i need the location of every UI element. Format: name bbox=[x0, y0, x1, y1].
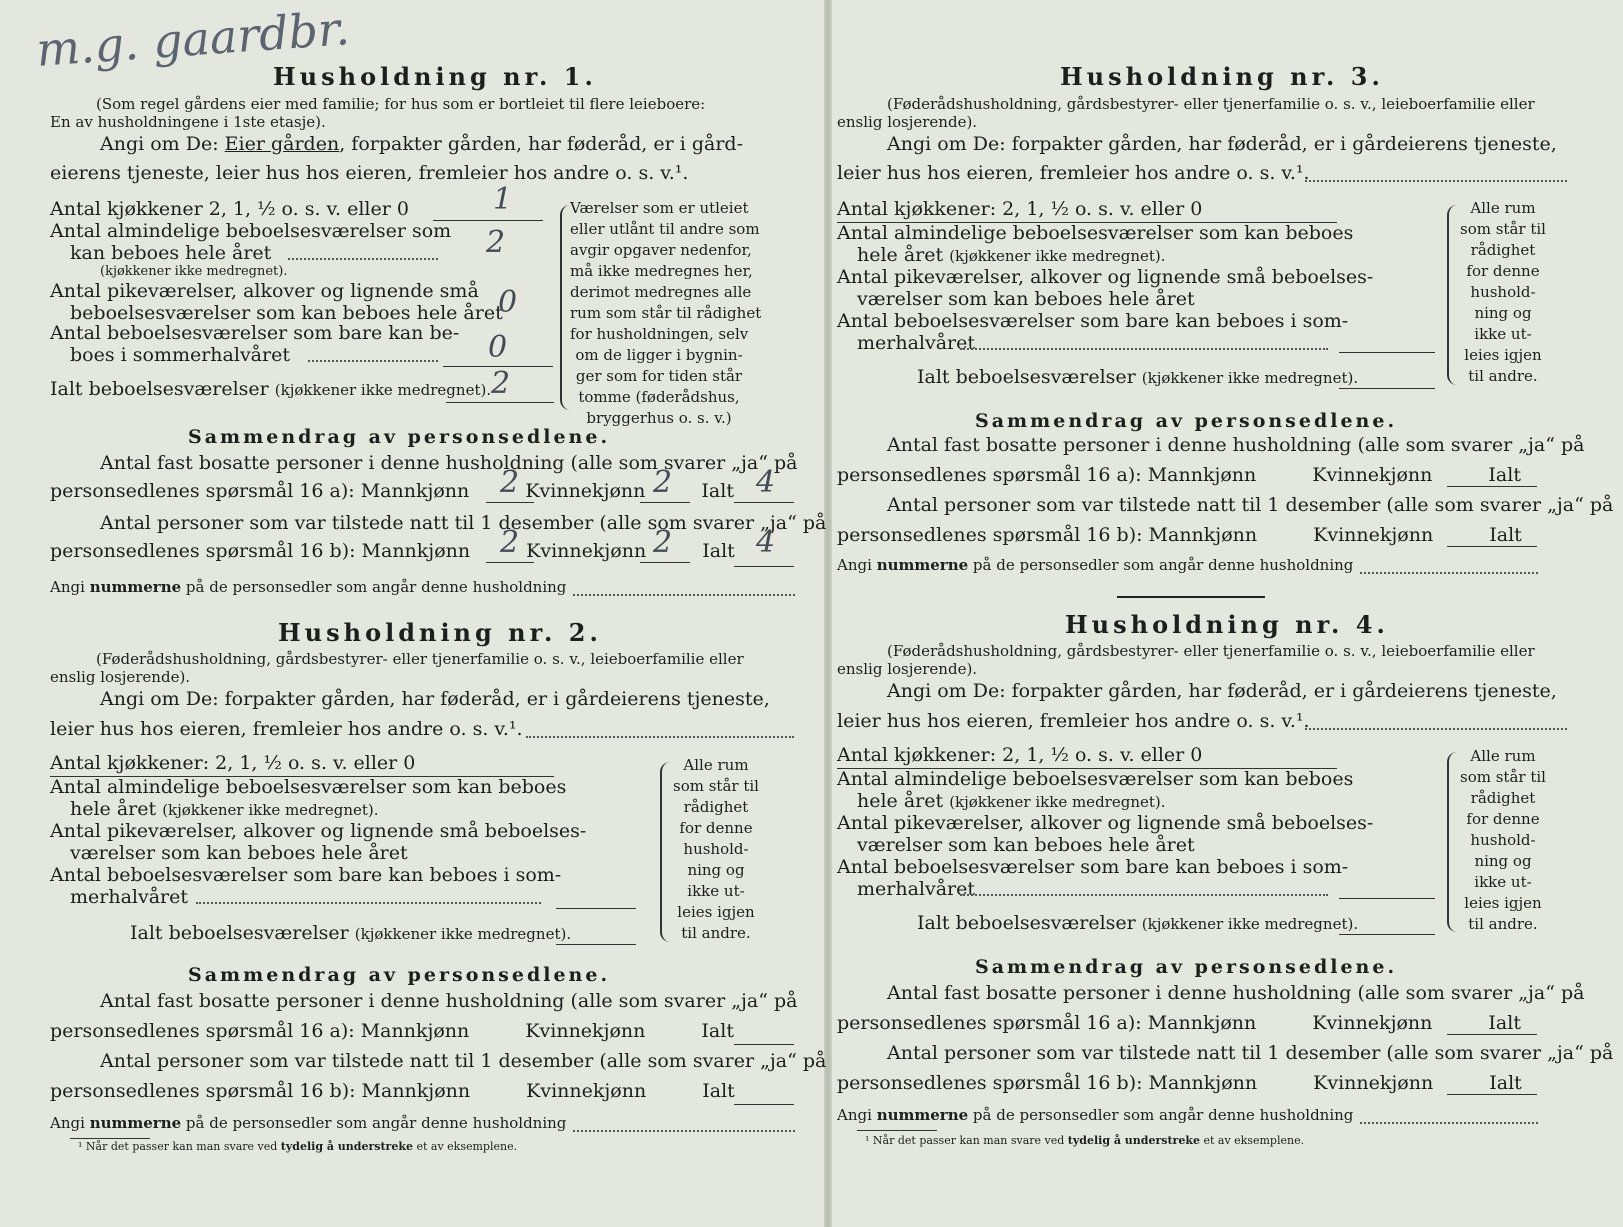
label-small-rooms: beboelsesværelser som kan beboes hele året bbox=[70, 302, 503, 324]
answer-resident-female: 2 bbox=[653, 465, 673, 500]
label-ordinary-rooms: Antal almindelige beboelsesværelser som bbox=[50, 220, 452, 242]
section-divider bbox=[1117, 596, 1265, 598]
note-box: Alle rum som står til rådighet for denne hushold- ning og ikke ut- leies igjen til andre. bbox=[673, 756, 759, 942]
summary-heading: Sammendrag av personsedlene. bbox=[188, 426, 611, 448]
label-ordinary-rooms: kan beboes hele året bbox=[70, 242, 272, 264]
footnote: ¹ Når det passer kan man svare ved tydelig å understreke et av eksemplene. bbox=[78, 1140, 518, 1153]
answer-ordinary-rooms: 2 bbox=[486, 225, 506, 260]
household-desc: (Som regel gårdens eier med familie; for hus som er bortleiet til flere leieboere: bbox=[96, 95, 706, 113]
right-page: Husholdning nr. 3. (Føderådshusholdning, gårdsbestyrer- eller tjenerfamilie o. s. v., leieboerfamilie eller enslig losjerende). Angi om De: forpakter gården, har føderåd, er i gårdeierens tjeneste, leier hus hos eieren, fremleier hos andre o. s. v.¹. Antal kjøkkener: 2, 1, ½ o. s. v. eller 0 Antal almindelige beboelsesværelser som kan beboes hele året (kjøkkener ikke medregnet). Antal pikeværelser, alkover og lignende små beboelses- værelser som kan beboes hele året Antal beboelsesværelser som bare kan beboes i som- merhalvåret Ialt beboelsesværelser (kjøkkener ikke medregnet). Alle rum som står til rådighet for denne hushold- ning og ikke ut- leies igjen til andre. Sammendrag av personsedlene. Antal fast bosatte personer i denne husholdning (alle som svarer „ja“ på personsedlenes spørsmål 16 a): Mannkjønn Kvinnekjønn Ialt Antal personer som var tilstede natt til 1 desember (alle som svarer „ja“ på personsedlenes spørsmål 16 b): Mannkjønn Kvinnekjønn Ialt Angi nummerne på de personsedler som angår denne husholdning Husholdning nr. 4. (Føderådshusholdning, gårdsbestyrer- eller tjenerfamilie o. s. v., leieboerfamilie eller enslig losjerende). Angi om De: forpakter gården, har føderåd, er i gårdeierens tjeneste, leier hus hos eieren, fremleier hos andre o. s. v.¹. Antal kjøkkener: 2, 1, ½ o. s. v. eller 0 Antal almindelige beboelsesværelser som kan beboes hele året (kjøkkener ikke medregnet). Antal pikeværelser, alkover og lignende små beboelses- værelser som kan beboes hele året Antal beboelsesværelser som bare kan beboes i som- merhalvåret Ialt beboelsesværelser (kjøkkener ikke medregnet). Alle rum som står til rådighet for denne hushold- ning og ikke ut- leies igjen til andre. Sammendrag av personsedlene. Antal fast bosatte personer i denne husholdning (alle som svarer „ja“ på personsedlenes spørsmål 16 a): Mannkjønn Kvinnekjønn Ialt Antal personer som var tilstede natt til 1 desember (alle som svarer „ja“ på personsedlenes spørsmål 16 b): Mannkjønn Kvinnekjønn Ialt Angi nummerne på de personsedler som angår denne husholdning ¹ Når det passer kan man svare ved tydelig å understreke et av eksemplene. bbox=[837, 62, 1614, 1147]
label-note: (kjøkkener ikke medregnet). bbox=[100, 264, 288, 279]
answer-summer-rooms: 0 bbox=[488, 330, 508, 365]
note-box: Alle rum som står til rådighet for denne hushold- ning og ikke ut- leies igjen til andre. bbox=[1460, 199, 1546, 385]
resident-row: personsedlenes spørsmål 16 a): Mannkjønn Kvinnekjønn Ialt bbox=[50, 480, 734, 502]
answer-present-female: 2 bbox=[653, 525, 673, 560]
present-row: personsedlenes spørsmål 16 b): Mannkjønn Kvinnekjønn Ialt bbox=[50, 540, 735, 562]
answer-kitchens: 1 bbox=[493, 182, 513, 217]
label-total-rooms: Ialt beboelsesværelser (kjøkkener ikke medregnet). bbox=[50, 378, 492, 400]
household-title: Husholdning nr. 2. bbox=[278, 618, 602, 647]
label-small-rooms: Antal pikeværelser, alkover og lignende små bbox=[50, 280, 479, 302]
label-summer-rooms: Antal beboelsesværelser som bare kan be- bbox=[50, 322, 460, 344]
page-fold bbox=[824, 0, 832, 1227]
handwritten-annotation: m.g. gaardbr. bbox=[34, 1, 352, 77]
answer-resident-male: 2 bbox=[500, 465, 520, 500]
left-page: Husholdning nr. 1. (Som regel gårdens eier med familie; for hus som er bortleiet til flere leieboere: En av husholdningene i 1ste etasje). Angi om De: Eier gården, forpakter gården, har føderåd, er i gård- eierens tjeneste, leier hus hos eieren, fremleier hos andre o. s. v.¹. Antal kjøkkener 2, 1, ½ o. s. v. eller 0 1 Antal almindelige beboelsesværelser som kan beboes hele året (kjøkkener ikke medregnet). 2 Antal pikeværelser, alkover og lignende små beboelsesværelser som kan beboes hele året 0 Antal beboelsesværelser som bare kan be- boes i sommerhalvåret 0 Ialt beboelsesværelser (kjøkkener ikke medregnet). 2 Værelser som er utleiet eller utlånt til andre som avgir opgaver nedenfor, må ikke medregnes her, derimot medregnes alle rum som står til rådighet for husholdningen, selv om de ligger i bygnin- ger som for tiden står tomme (føderådshus, bryggerhus o. s. v.) Sammendrag av personsedlene. Antal fast bosatte personer i denne husholdning (alle som svarer „ja“ på personsedlenes spørsmål 16 a): Mannkjønn Kvinnekjønn Ialt 2 2 4 Antal personer som var tilstede natt til 1 desember (alle som svarer „ja“ på personsedlenes spørsmål 16 b): Mannkjønn Kvinnekjønn Ialt 2 2 4 Angi nummerne på de personsedler som angår denne husholdning Husholdning nr. 2. (Føderådshusholdning, gårdsbestyrer- eller tjenerfamilie o. s. v., leieboerfamilie eller enslig losjerende). Angi om De: forpakter gården, har føderåd, er i gårdeierens tjeneste, leier hus hos eieren, fremleier hos andre o. s. v.¹. Antal kjøkkener: 2, 1, ½ o. s. v. eller 0 Antal almindelige beboelsesværelser som kan beboes hele året (kjøkkener ikke medregnet). Antal pikeværelser, alkover og lignende små beboelses- værelser som kan beboes hele året Antal beboelsesværelser som bare kan beboes i som- merhalvåret Ialt beboelsesværelser (kjøkkener ikke medregnet). Alle rum som står til rådighet for denne hushold- ning og ikke ut- leies igjen til andre. Sammendrag av personsedlene. Antal fast bosatte personer i denne husholdning (alle som svarer „ja“ på personsedlenes spørsmål 16 a): Mannkjønn Kvinnekjønn Ialt Antal personer som var tilstede natt til 1 desember (alle som svarer „ja“ på personsedlenes spørsmål 16 b): Mannkjønn Kvinnekjønn Ialt Angi nummerne på de personsedler som angår denne husholdning ¹ Når det passer kan man svare ved tydelig å understreke et av eksemplene. bbox=[50, 62, 827, 1153]
ask-line: eierens tjeneste, leier hus hos eieren, fremleier hos andre o. s. v.¹. bbox=[50, 162, 689, 184]
note-box: Alle rum som står til rådighet for denne hushold- ning og ikke ut- leies igjen til andre. bbox=[1460, 747, 1546, 933]
numbers-line: Angi nummerne på de personsedler som angår denne husholdning bbox=[50, 578, 567, 596]
answer-total-rooms: 2 bbox=[491, 366, 511, 401]
answer-present-male: 2 bbox=[500, 525, 520, 560]
label-summer-rooms: boes i sommerhalvåret bbox=[70, 344, 290, 366]
household-title: Husholdning nr. 3. bbox=[1060, 62, 1384, 91]
household-title: Husholdning nr. 4. bbox=[1065, 610, 1389, 639]
answer-present-total: 4 bbox=[756, 525, 776, 560]
household-title: Husholdning nr. 1. bbox=[273, 62, 597, 91]
answer-resident-total: 4 bbox=[756, 465, 776, 500]
answer-small-rooms: 0 bbox=[498, 285, 518, 320]
underlined-answer: Eier gården bbox=[224, 133, 340, 155]
note-box: Værelser som er utleiet eller utlånt til andre som avgir opgaver nedenfor, må ikke medregnes her, derimot medregnes alle rum som står til rådighet for husholdningen, selv om de ligger i bygnin- ger som for tiden står tomme (føderådshus, bryggerhus o. s. v.) bbox=[570, 199, 762, 427]
ask-line: Angi om De: Eier gården, forpakter gården, har føderåd, er i gård- bbox=[100, 133, 743, 155]
label-kitchens: Antal kjøkkener 2, 1, ½ o. s. v. eller 0 bbox=[50, 198, 409, 220]
household-desc: En av husholdningene i 1ste etasje). bbox=[50, 113, 326, 131]
footnote: ¹ Når det passer kan man svare ved tydelig å understreke et av eksemplene. bbox=[865, 1134, 1305, 1147]
